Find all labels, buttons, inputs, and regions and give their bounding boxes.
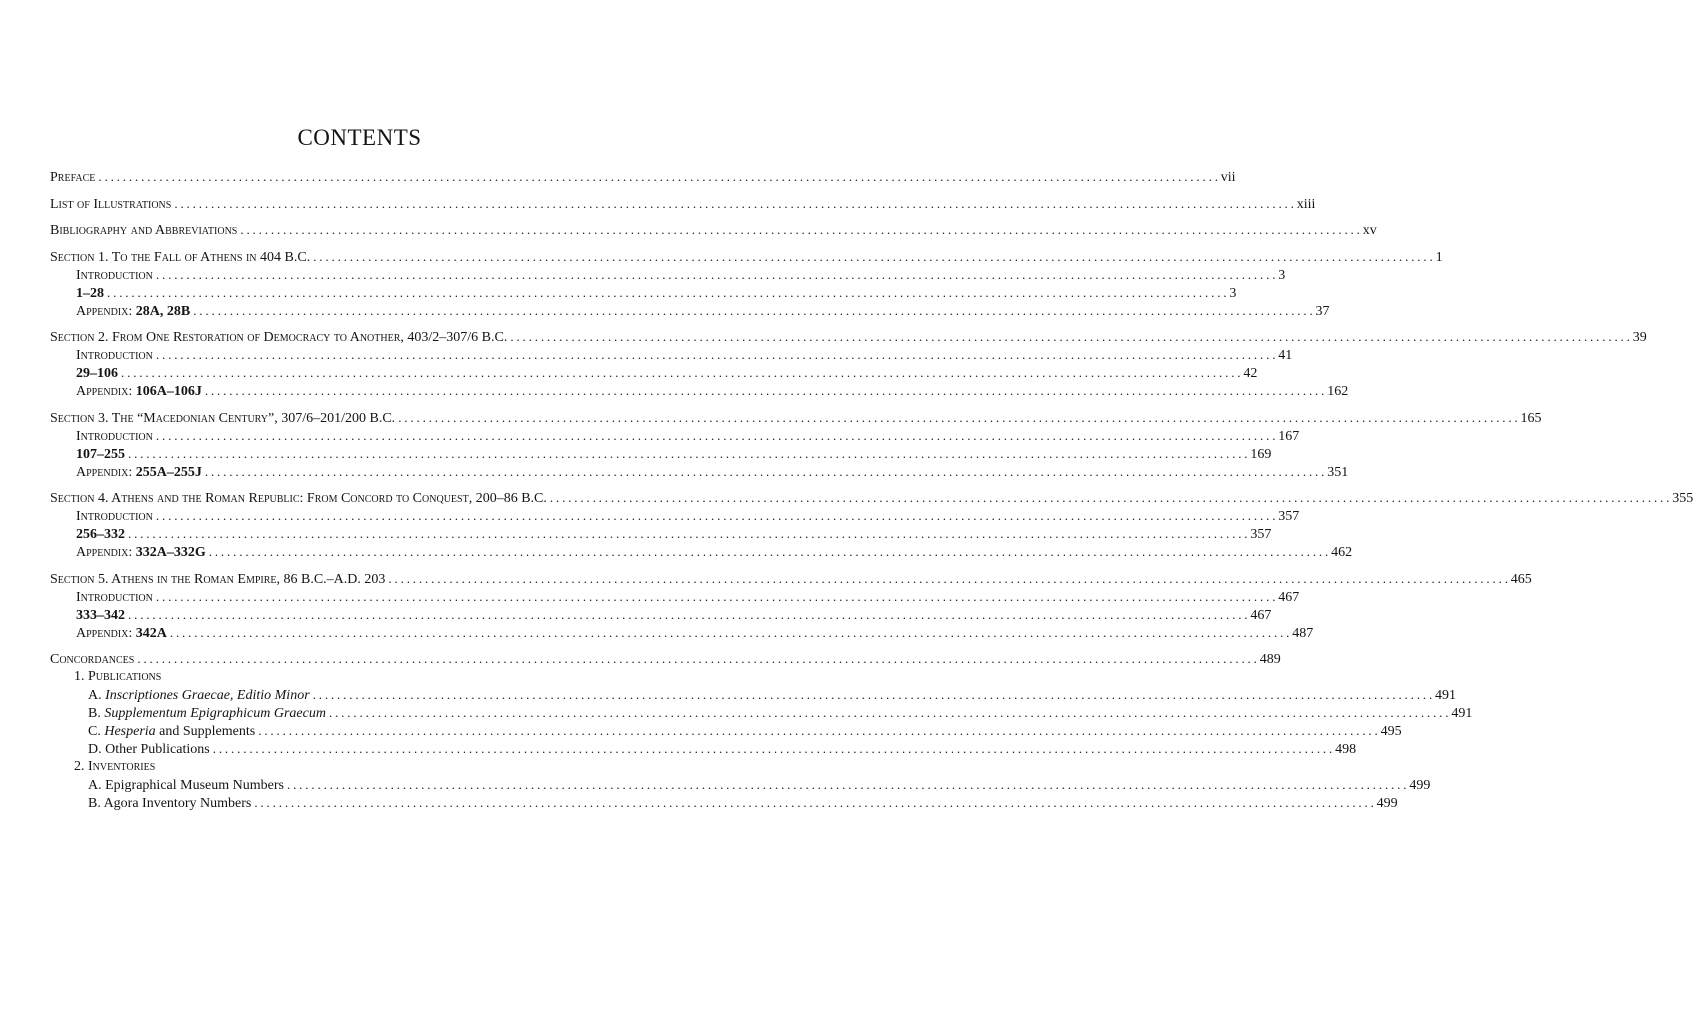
toc-entry-page: 491	[1435, 688, 1457, 703]
toc-entry-page: 487	[1292, 625, 1314, 641]
toc-entry-label	[74, 668, 161, 686]
toc-entry-page: 465	[1510, 571, 1532, 587]
dot-leader	[329, 704, 1448, 722]
dot-leader	[170, 624, 1289, 642]
toc-entry-label-part: Concordances	[50, 652, 135, 667]
toc-entry-page: 351	[1327, 464, 1349, 480]
toc-entry	[50, 364, 1258, 382]
toc-entry-label-part: 28A, 28B	[135, 303, 191, 319]
dot-leader	[213, 740, 1332, 758]
toc-entry-label-part: List of Illustrations	[50, 196, 172, 212]
toc-entry-label-part: Section 3. The “Macedonian Century”, 307/6–201/200 B.C.	[50, 410, 396, 426]
dot-leader	[193, 302, 1312, 320]
toc-entry-label-part: D. Other Publications	[88, 742, 210, 757]
toc-entry-page: 37	[1315, 303, 1330, 319]
table-of-contents	[50, 168, 1693, 812]
toc-entry-page: 498	[1335, 742, 1357, 757]
toc-entry-label-part: Section 2. From One Restoration of Democracy to Another, 403/2–307/6 B.C.	[50, 330, 508, 345]
toc-entry-label-part: Appendix:	[76, 384, 136, 399]
dot-leader	[137, 650, 1256, 668]
dot-leader	[550, 489, 1669, 507]
toc-entry	[50, 284, 1237, 302]
toc-entry-page: 467	[1278, 589, 1300, 605]
toc-entry-label	[76, 285, 104, 303]
toc-entry-label	[76, 464, 202, 482]
toc-entry-label	[50, 169, 95, 187]
dot-leader	[156, 266, 1275, 284]
toc-entry	[50, 686, 1457, 704]
toc-entry-label	[50, 490, 547, 508]
dot-leader	[128, 606, 1247, 624]
toc-entry-label	[50, 249, 310, 267]
toc-entry-label-part: Introduction	[76, 348, 153, 363]
toc-entry-page: 3	[1278, 267, 1286, 283]
dot-leader	[156, 346, 1275, 364]
toc-entry-label-part: 333–342	[76, 607, 125, 623]
toc-entry	[50, 489, 1693, 507]
toc-entry	[50, 248, 1443, 266]
toc-entry	[50, 650, 1281, 668]
toc-entry-label-part: 1–28	[76, 285, 104, 301]
toc-entry-page: 462	[1331, 545, 1353, 560]
toc-entry-page: 41	[1278, 348, 1293, 363]
toc-entry	[50, 588, 1300, 606]
toc-entry-page: 167	[1278, 428, 1300, 444]
toc-entry	[50, 525, 1272, 543]
toc-entry-page: 162	[1327, 384, 1349, 399]
dot-leader	[156, 427, 1275, 445]
toc-entry-label	[76, 303, 190, 321]
dot-leader	[156, 507, 1275, 525]
toc-entry-label	[50, 651, 134, 669]
toc-entry	[50, 704, 1473, 722]
toc-entry-page: xv	[1362, 223, 1377, 238]
toc-entry-label	[76, 508, 153, 526]
toc-entry-page: 165	[1520, 410, 1542, 426]
toc-entry-label-part: 255A–255J	[135, 464, 202, 480]
toc-entry	[50, 740, 1357, 758]
toc-entry-label	[88, 795, 251, 813]
toc-entry-label-part: 342A	[135, 625, 167, 641]
toc-entry-label	[50, 410, 395, 428]
toc-entry-label-part: Appendix:	[76, 464, 136, 480]
dot-leader	[121, 364, 1240, 382]
toc-entry-page: 489	[1259, 652, 1281, 667]
dot-leader	[258, 722, 1377, 740]
dot-leader	[313, 686, 1432, 704]
dot-leader	[510, 328, 1629, 346]
dot-leader	[205, 463, 1324, 481]
toc-entry-label	[76, 544, 206, 562]
toc-entry-label-part: 332A–332G	[135, 545, 206, 560]
toc-entry-label-part: B.	[88, 706, 105, 721]
toc-entry	[50, 543, 1353, 561]
toc-entry-label	[88, 741, 210, 759]
toc-entry-label-part: Section 1. To the Fall of Athens in 404 B.C.	[50, 249, 311, 265]
toc-entry-page: 491	[1451, 706, 1473, 721]
toc-entry	[50, 168, 1236, 186]
toc-entry-label	[76, 267, 153, 285]
toc-entry-label-part: Introduction	[76, 509, 153, 524]
toc-entry-page: 357	[1278, 509, 1300, 524]
dot-leader	[98, 168, 1217, 186]
toc-entry-label	[76, 428, 153, 446]
toc-entry-label-part: Appendix:	[76, 625, 136, 641]
toc-entry-label	[50, 571, 385, 589]
toc-entry-page: xiii	[1296, 196, 1316, 212]
dot-leader	[287, 776, 1406, 794]
toc-entry	[50, 427, 1300, 445]
toc-entry-page: 495	[1380, 724, 1402, 739]
toc-entry-label-part: Supplementum Epigraphicum Graecum	[104, 706, 326, 721]
toc-entry-label-part: 106A–106J	[135, 384, 202, 399]
toc-entry-label	[76, 383, 202, 401]
toc-entry-label	[88, 723, 255, 741]
toc-entry-label-part: Bibliography and Abbreviations	[50, 223, 238, 238]
toc-entry	[50, 776, 1431, 794]
toc-entry	[50, 722, 1402, 740]
toc-entry-label-part: B. Agora Inventory Numbers	[88, 796, 252, 811]
toc-entry-label	[76, 607, 125, 625]
toc-entry-label	[88, 687, 310, 705]
toc-entry-label-part: 107–255	[76, 446, 125, 462]
toc-entry-page: 42	[1243, 366, 1258, 381]
toc-entry-label-part: Introduction	[76, 267, 153, 283]
page-title: CONTENTS	[297, 125, 422, 150]
dot-leader	[254, 794, 1373, 812]
toc-entry-page: 1	[1435, 249, 1443, 265]
toc-entry-label	[50, 329, 507, 347]
toc-entry	[50, 445, 1272, 463]
toc-entry-page: vii	[1220, 170, 1236, 185]
toc-entry-label	[76, 446, 125, 464]
toc-entry	[50, 758, 668, 776]
toc-entry-label	[88, 777, 284, 795]
dot-leader	[128, 525, 1247, 543]
toc-entry-label	[76, 526, 125, 544]
toc-entry-label	[76, 589, 153, 607]
toc-entry	[50, 195, 1316, 213]
toc-entry	[50, 382, 1349, 400]
toc-entry-page: 467	[1250, 607, 1272, 623]
toc-entry	[50, 328, 1647, 346]
toc-entry-label-part: A.	[88, 688, 106, 703]
toc-entry-label	[76, 625, 167, 643]
dot-leader	[128, 445, 1247, 463]
toc-entry-label	[50, 222, 237, 240]
dot-leader	[205, 382, 1324, 400]
toc-entry	[50, 606, 1272, 624]
toc-entry-label-part: Preface	[50, 170, 96, 185]
toc-entry-label	[88, 705, 326, 723]
toc-entry-label	[76, 365, 118, 383]
dot-leader	[209, 543, 1328, 561]
toc-entry-label-part: Introduction	[76, 589, 153, 605]
dot-leader	[107, 284, 1226, 302]
toc-entry-page: 3	[1229, 285, 1237, 301]
toc-entry	[50, 570, 1532, 588]
dot-leader	[240, 221, 1359, 239]
toc-entry-label-part: Appendix:	[76, 303, 136, 319]
dot-leader	[388, 570, 1507, 588]
toc-entry	[50, 409, 1542, 427]
toc-entry-page: 499	[1409, 778, 1431, 793]
toc-entry-page: 39	[1632, 330, 1647, 345]
toc-entry	[50, 302, 1330, 320]
toc-entry-label-part: 29–106	[76, 366, 118, 381]
toc-entry	[50, 266, 1286, 284]
toc-entry-label	[74, 758, 155, 776]
toc-entry-label-part: 1. Publications	[74, 669, 162, 684]
toc-entry-label-part: and Supplements	[155, 724, 256, 739]
toc-entry-page: 357	[1250, 527, 1272, 542]
toc-entry-label	[76, 347, 153, 365]
toc-entry	[50, 794, 1398, 812]
toc-entry-page: 355	[1672, 491, 1693, 506]
toc-entry	[50, 463, 1349, 481]
toc-entry	[50, 346, 1293, 364]
toc-entry	[50, 507, 1300, 525]
toc-entry-label-part: Inscriptiones Graecae, Editio Minor	[105, 688, 310, 703]
toc-entry-label-part: 2. Inventories	[74, 759, 156, 774]
toc-entry-label-part: Introduction	[76, 428, 153, 444]
toc-entry-label	[50, 196, 171, 214]
toc-entry	[50, 668, 668, 686]
toc-entry	[50, 221, 1377, 239]
toc-entry-label-part: C.	[88, 724, 105, 739]
dot-leader	[313, 248, 1432, 266]
toc-entry-page: 499	[1376, 796, 1398, 811]
toc-entry-label-part: 256–332	[76, 527, 125, 542]
toc-entry-label-part: Section 4. Athens and the Roman Republic: From Concord to Conquest, 200–86 B.C.	[50, 491, 547, 506]
toc-entry-label-part: A. Epigraphical Museum Numbers	[88, 778, 284, 793]
toc-entry-label-part: Section 5. Athens in the Roman Empire, 86 B.C.–A.D. 203	[50, 571, 386, 587]
toc-entry-label-part: Appendix:	[76, 545, 136, 560]
dot-leader	[156, 588, 1275, 606]
dot-leader	[398, 409, 1517, 427]
dot-leader	[174, 195, 1293, 213]
toc-entry-label-part: Hesperia	[104, 724, 156, 739]
toc-entry-page: 169	[1250, 446, 1272, 462]
toc-entry	[50, 624, 1314, 642]
